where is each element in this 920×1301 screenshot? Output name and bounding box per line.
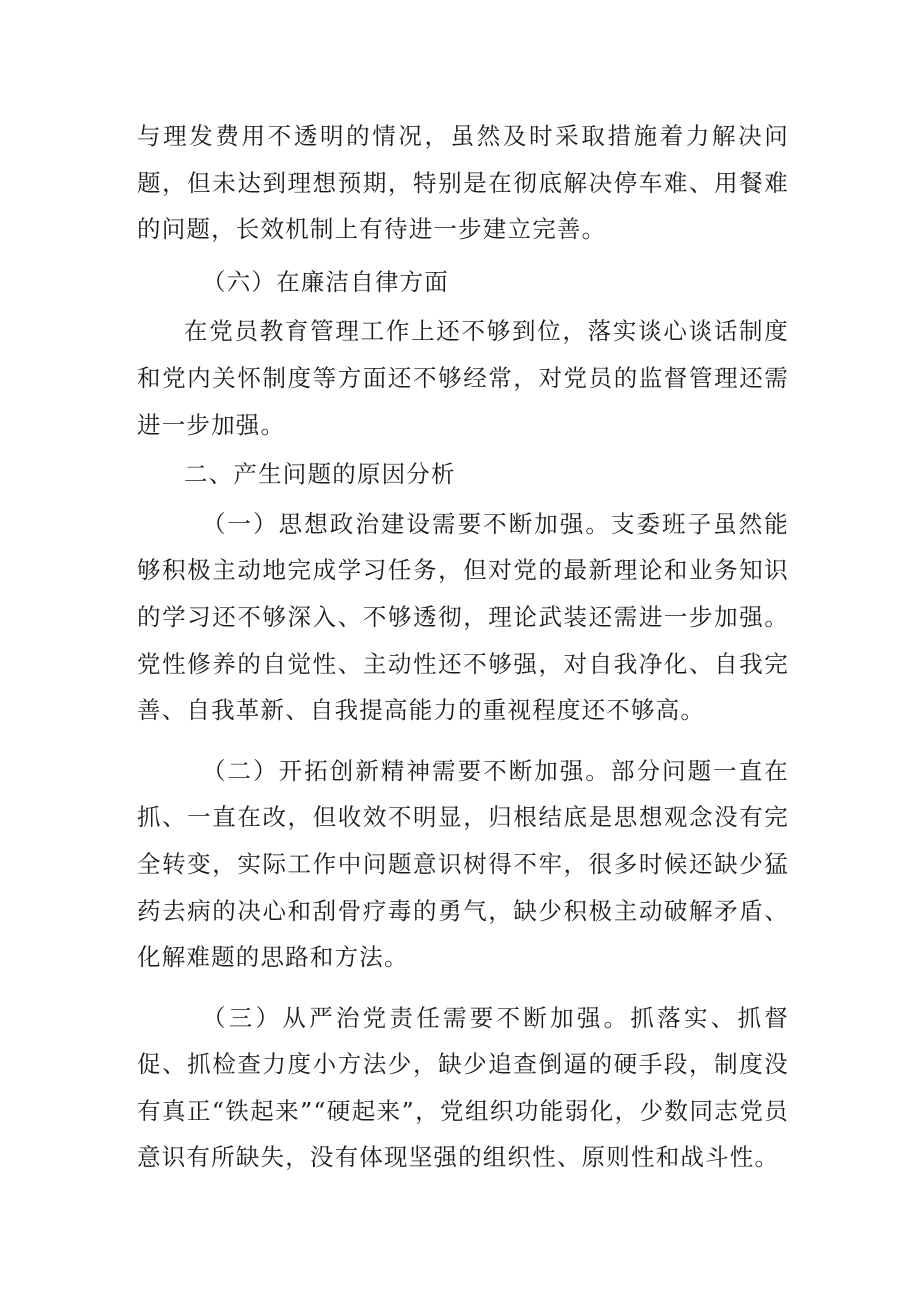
paragraph-continuation: 与理发费用不透明的情况，虽然及时采取措施着力解决问题，但未达到理想预期，特别是在彻底解决停车难、用餐难的问题，长效机制上有待进一步建立完善。 [137,122,789,244]
paragraph-integrity: 在党员教育管理工作上还不够到位，落实谈心谈话制度和党内关怀制度等方面还不够经常，对党员的监督管理还需进一步加强。 [137,317,789,439]
section-heading-causes: 二、产生问题的原因分析 [184,460,456,489]
subheading-integrity: （六）在廉洁自律方面 [202,267,449,296]
paragraph-cause-1: （一）思想政治建设需要不断加强。支委班子虽然能够积极主动地完成学习任务，但对党的最新理论和业务知识的学习还不够深入、不够透彻，理论武装还需进一步加强。党性修养的自觉性、主动性还不够强，对自我净化、自我完善、自我革新、自我提高能力的重视程度还不够高。 [137,509,789,725]
document-body [137,113,789,1181]
paragraph-cause-2: （二）开拓创新精神需要不断加强。部分问题一直在抓、一直在改，但收效不明显，归根结底是思想观念没有完全转变，实际工作中问题意识树得不牢，很多时候还缺少猛药去病的决心和刮骨疗毒的勇气，缺少积极主动破解矛盾、化解难题的思路和方法。 [137,756,789,972]
paragraph-cause-3: （三）从严治党责任需要不断加强。抓落实、抓督促、抓检查力度小方法少，缺少追查倒逼的硬手段，制度没有真正“铁起来”“硬起来”，党组织功能弱化，少数同志党员意识有所缺失，没有体现坚强的组织性、原则性和战斗性。 [137,1003,789,1172]
